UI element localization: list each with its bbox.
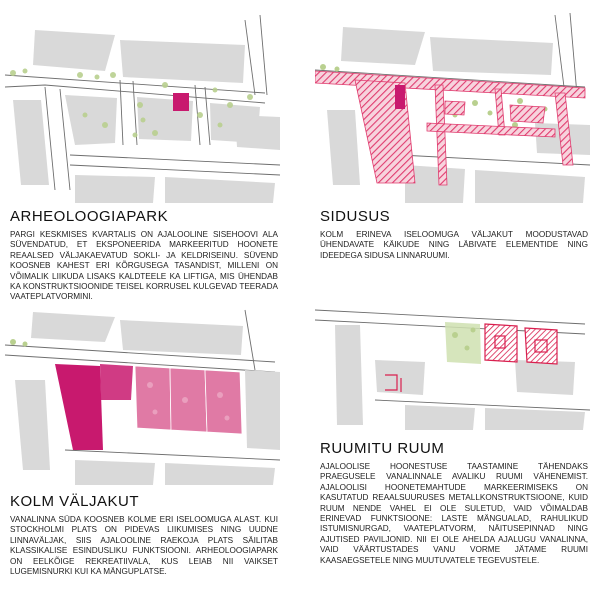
square-raekoja — [100, 364, 133, 400]
panel-kolm-valjakut — [5, 300, 285, 596]
map-sidusus — [315, 5, 595, 205]
panel-text: AJALOOLISE HOONESTUSE TAASTAMINE TÄHENDAKS PRAEGUSELE VANALINNALE AVALIKU RUUMI VÄHENEMIST. AJALOOLISI HOONETEMAHTUDE MARKEERIMISEKS ON KASUTATUD REAALSUURUSES METALLKONSTRUKTSIOONE, KUID RUUM NENDE VAHEL EI OLE SULETUD, VAID VÕIMALDAB ERINEVAD FUNKTSIOONE: LASTE MÄNGUALAD, RAHULIKUD ISTUMISNURGAD, VAATEPLATVORM, NÄITUSEPINNAD NING AJUTISED PAVILJONID. NII EI OLE AHELDA AJALUGU VANALINNA, VAID VÄÄRTUSTADES VANU VORME JÄTAME RUUMI KAASAEGSETELE NING MUUTUVATELE TEGEVUSTELE. — [320, 462, 588, 565]
metal-structures — [485, 324, 557, 364]
square-stockholmi — [55, 364, 103, 450]
map-kolm-valjakut — [5, 300, 285, 485]
panel-title: SIDUSUS — [320, 208, 391, 225]
panel-ruumitu-ruum — [315, 300, 595, 596]
archaeology-pit — [395, 85, 405, 109]
panel-arheoloogiapark — [5, 5, 285, 305]
archaeology-pit — [173, 93, 189, 111]
panel-sidusus — [315, 5, 595, 305]
map-ruumitu-ruum — [315, 300, 595, 430]
green-courtyard — [445, 322, 481, 364]
panel-title: KOLM VÄLJAKUT — [10, 493, 140, 510]
map-arheoloogiapark — [5, 5, 285, 205]
panel-title: RUUMITU RUUM — [320, 440, 445, 457]
panel-text: KOLM ERINEVA ISELOOMUGA VÄLJAKUT MOODUSTAVAD ÜHENDAVATE KÄIKUDE NING LÄBIVATE ELEMENTIDE NING IDEEDEGA SIDUSA LINNARUUMI. — [320, 230, 588, 260]
buildings — [13, 30, 280, 203]
panel-text: PARGI KESKMISES KVARTALIS ON AJALOOLINE SISEHOOVI ALA SÜVENDATUD, ET EKSPONEERIDA MARKEERITUD HOONETE REAALSED VÄLJAKAEVATUD SOKLI- JA KELDRISEINU. SÜVEND KOOSNEB KAHEST ERI KÕRGUSEGA TASANDIST, MILLENI ON VÕIMALIK LIIKUDA LISAKS KALDTEELE KA LIFTIGA, MIS ÜHENDAB KA KONSTRUKTSIOONIDE TEISEL KORRUSEL KULGEVAD TEERADA VAATEPLATVORMINI. — [10, 230, 278, 302]
panel-title: ARHEOLOOGIAPARK — [10, 208, 169, 225]
panel-text: VANALINNA SÜDA KOOSNEB KOLME ERI ISELOOMUGA ALAST. KUI STOCKHOLMI PLATS ON PIDEVAS LIIKUMISES NING UUDNE LINNAVÄLJAK, SIIS AJALOOLINE RAEKOJA PLATS SÄILITAB KLASSIKALISE ESINDUSLIKU FUNKTSIOONI. ARHEOLOOGIAPARK ON EELKÕIGE REKREATIIVALA, KUS LEIAB NII VAIKSET LUGEMISNURKI KUI KA MÄNGUPLATSE. — [10, 515, 278, 577]
square-arheoloogiapark — [135, 366, 242, 434]
